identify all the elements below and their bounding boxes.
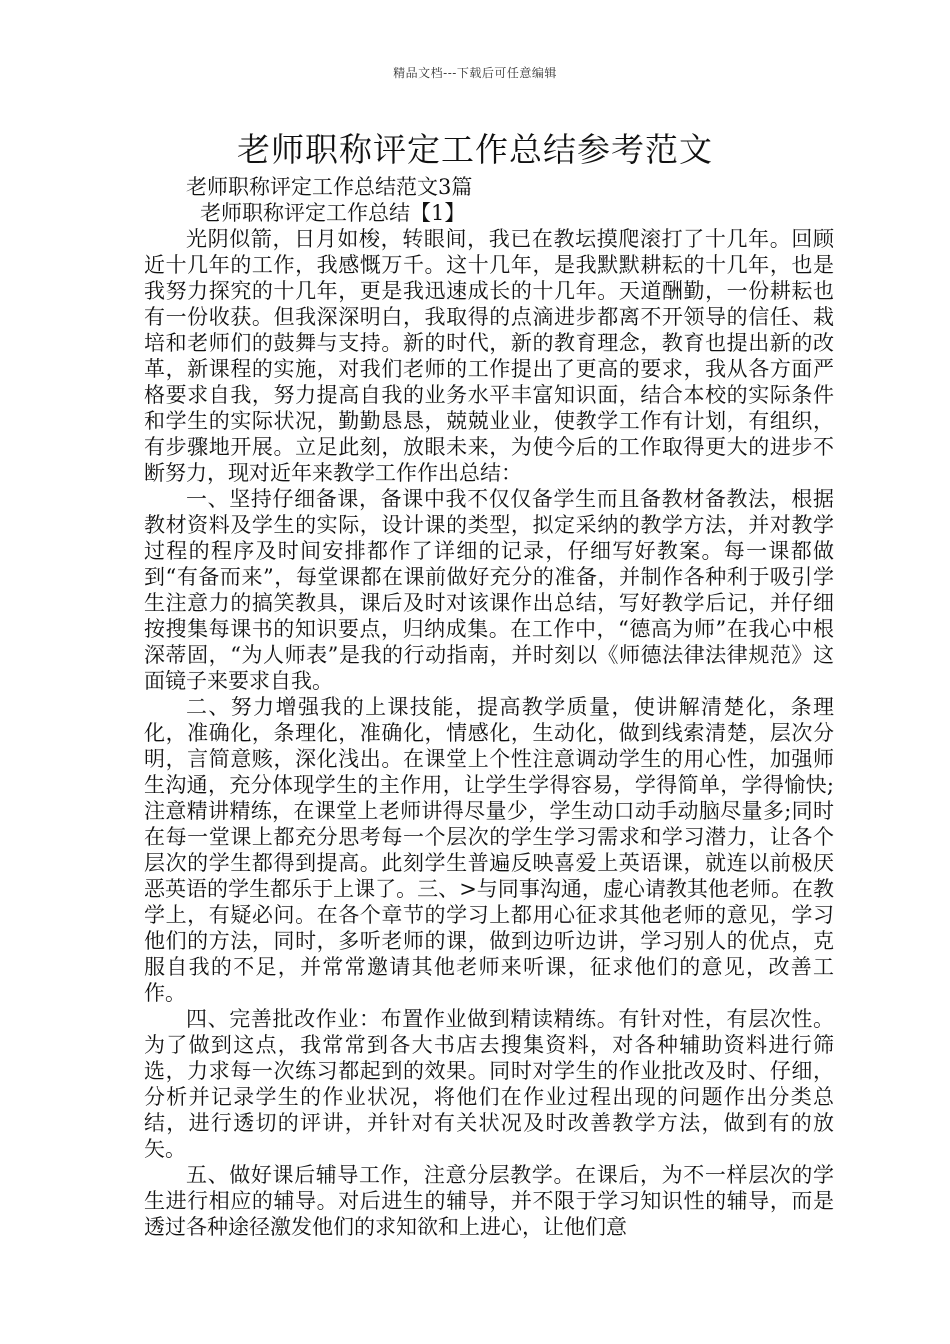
paragraph-homework: 四、完善批改作业：布置作业做到精读精练。有针对性，有层次性。为了做到这点，我常常到各大书店去搜集资料，对各种辅助资料进行筛选，力求每一次练习都起到的效果。同时对学生的作业批改及时、仔细，分析并记录学生的作业状况，将他们在作业过程出现的问题作出分类总结，进行透切的评讲，并针对有关状况及时改善教学方法，做到有的放矢。 [144,1007,834,1161]
paragraph-tutoring: 五、做好课后辅导工作，注意分层教学。在课后，为不一样层次的学生进行相应的辅导。对后进生的辅导，并不限于学习知识性的辅导，而是透过各种途径激发他们的求知欲和上进心，让他们意 [144,1163,834,1239]
paragraph-intro: 光阴似箭，日月如梭，转眼间，我已在教坛摸爬滚打了十几年。回顾近十几年的工作，我感慨万千。这十几年，是我默默耕耘的十几年，也是我努力探究的十几年，更是我迅速成长的十几年。天道酬勤，一份耕耘也有一份收获。但我深深明白，我取得的点滴进步都离不开领导的信任、栽培和老师们的鼓舞与支持。新的时代，新的教育理念，教育也提出新的改革，新课程的实施，对我们老师的工作提出了更高的要求，我从各方面严格要求自我，努力提高自我的业务水平丰富知识面，结合本校的实际条件和学生的实际状况，勤勤恳恳，兢兢业业，使教学工作有计划，有组织，有步骤地开展。立足此刻，放眼未来，为使今后的工作取得更大的进步不断努力，现对近年来教学工作作出总结： [144,227,834,485]
document-subtitle: 老师职称评定工作总结范文3篇 [186,175,473,199]
header-note: 精品文档---下载后可任意编辑 [393,66,557,80]
paragraph-lesson-prep: 一、坚持仔细备课，备课中我不仅仅备学生而且备教材备教法，根据教材资料及学生的实际，设计课的类型，拟定采纳的教学方法，并对教学过程的程序及时间安排都作了详细的记录，仔细写好教案。每一课都做到“有备而来”，每堂课都在课前做好充分的准备，并制作各种利于吸引学生注意力的搞笑教具，课后及时对该课作出总结，写好教学后记，并仔细按搜集每课书的知识要点，归纳成集。在工作中，“德高为师”在我心中根深蒂固，“为人师表”是我的行动指南，并时刻以《师德法律法律规范》这面镜子来要求自我。 [144,487,834,693]
paragraph-teaching-skills: 二、努力增强我的上课技能，提高教学质量，使讲解清楚化，条理化，准确化，条理化，准确化，情感化，生动化，做到线索清楚，层次分明，言简意赅，深化浅出。在课堂上个性注意调动学生的用心性，加强师生沟通，充分体现学生的主作用，让学生学得容易，学得简单，学得愉快;注意精讲精练，在课堂上老师讲得尽量少，学生动口动手动脑尽量多;同时在每一堂课上都充分思考每一个层次的学生学习需求和学习潜力，让各个层次的学生都得到提高。此刻学生普遍反映喜爱上英语课，就连以前极厌恶英语的学生都乐于上课了。三、>与同事沟通，虚心请教其他老师。在教学上，有疑必问。在各个章节的学习上都用心征求其他老师的意见，学习他们的方法，同时，多听老师的课，做到边听边讲，学习别人的优点，克服自我的不足，并常常邀请其他老师来听课，征求他们的意见，改善工作。 [144,695,834,1005]
section-heading: 老师职称评定工作总结【1】 [200,201,466,225]
document-title: 老师职称评定工作总结参考范文 [237,130,713,169]
body-text [144,226,834,1240]
